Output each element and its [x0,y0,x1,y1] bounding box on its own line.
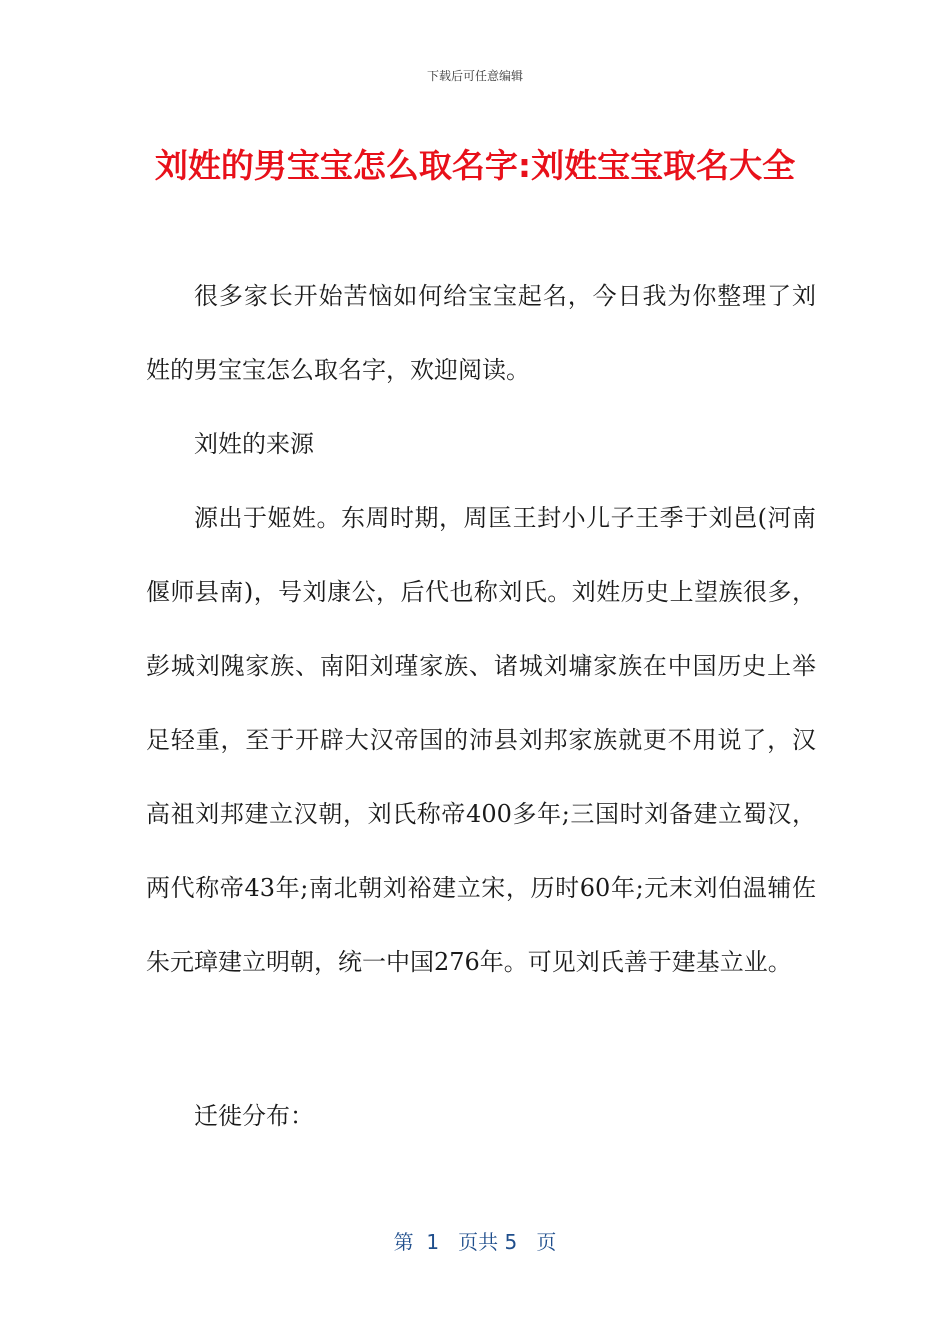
paragraph-text: 源出于姬姓。东周时期，周匡王封小儿子王季于刘邑(河南偃师县南)，号刘康公，后代也称刘氏。刘姓历史上望族很多，彭城刘隗家族、南阳刘瑾家族、诸城刘墉家族在中国历史上举足轻重，至于开辟大汉帝国的沛县刘邦家族就更不用说了，汉高祖刘邦建立汉朝，刘氏称帝400多年;三国时刘备建立蜀汉，两代称帝43年;南北朝刘裕建立宋，历时60年;元末刘伯温辅佐朱元璋建立明朝，统一中国276年。可见刘氏善于建基立业。 [146,504,816,976]
section-heading-text: 迁徙分布： [194,1102,314,1130]
section-heading-text: 刘姓的来源 [194,430,314,458]
page-footer: 第 1 页共 5 页 [393,1230,557,1254]
paragraph-origin [146,481,816,999]
section-heading-origin [146,407,816,481]
header-note: 下载后可任意编辑 [426,69,523,83]
paragraph-intro [146,259,816,407]
section-heading-migration [146,1079,816,1153]
page-title: 刘姓的男宝宝怎么取名字:刘姓宝宝取名大全 [154,146,796,185]
paragraph-text: 很多家长开始苦恼如何给宝宝起名，今日我为你整理了刘姓的男宝宝怎么取名字，欢迎阅读。 [146,282,816,384]
